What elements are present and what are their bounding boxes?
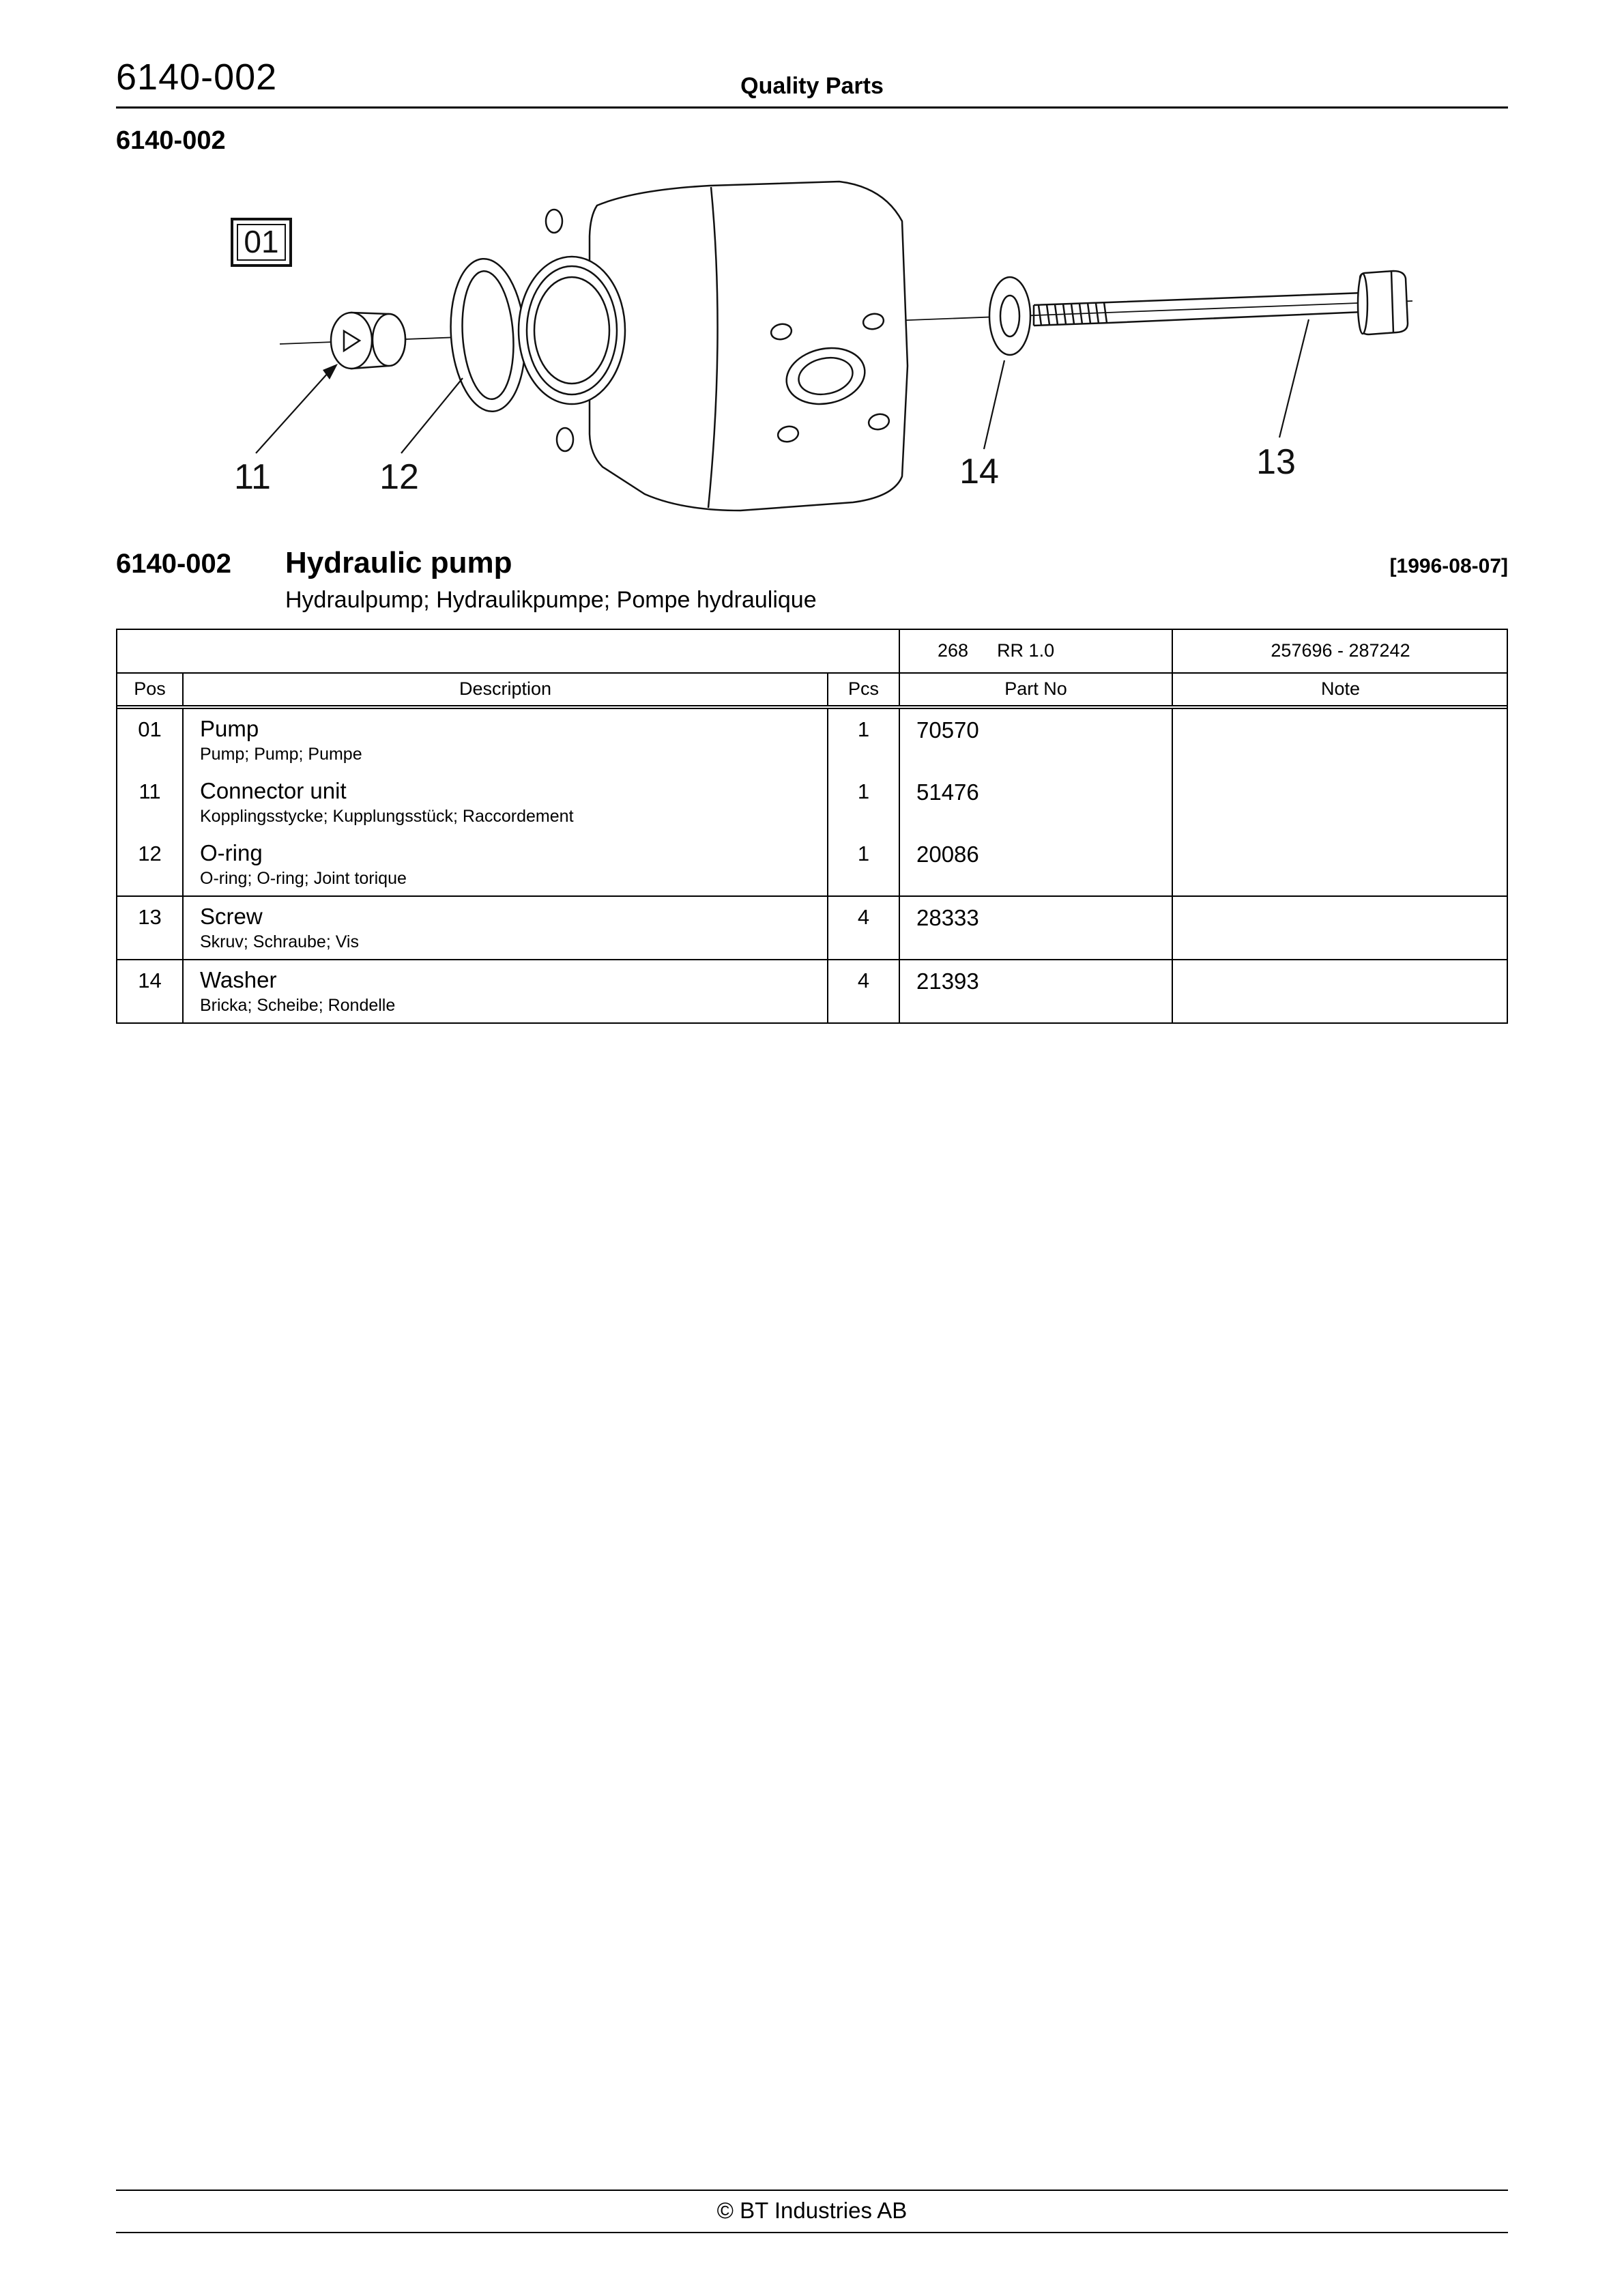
description-translations: Skruv; Schraube; Vis xyxy=(200,932,359,951)
hydraulic-pump-drawing xyxy=(116,161,1508,543)
callout-01-label: 01 xyxy=(244,223,279,259)
pump-body-drawing xyxy=(519,182,908,511)
band-serial-cell xyxy=(1172,630,1508,672)
description-main: Connector unit xyxy=(200,777,347,803)
edition-number: 268 xyxy=(938,640,969,661)
row-pcs: 4 xyxy=(827,897,899,959)
row-pos: 13 xyxy=(138,904,162,929)
row-description xyxy=(182,897,827,959)
row-note xyxy=(1172,960,1508,1022)
callout-14-label: 14 xyxy=(959,451,999,491)
row-pos: 01 xyxy=(138,717,162,741)
row-pcs: 1 xyxy=(827,771,899,833)
description-translations: Kopplingsstycke; Kupplungsstück; Raccordement xyxy=(200,806,574,826)
col-header-description: Description xyxy=(182,674,827,705)
o-ring-drawing xyxy=(446,256,530,414)
description-main: Pump xyxy=(200,715,259,741)
table-header-row xyxy=(117,674,1507,709)
table-row xyxy=(117,959,1507,1022)
row-part-no: 21393 xyxy=(899,960,1172,1022)
callout-11-label: 11 xyxy=(234,457,271,497)
row-description xyxy=(182,833,827,895)
copyright-text: © BT Industries AB xyxy=(716,2198,908,2223)
row-note xyxy=(1172,897,1508,959)
table-row xyxy=(117,833,1507,895)
row-description xyxy=(182,960,827,1022)
row-description xyxy=(182,771,827,833)
section-title: Hydraulic pump xyxy=(285,545,512,579)
row-note xyxy=(1172,833,1508,895)
col-header-note: Note xyxy=(1172,674,1508,705)
revision-code: RR 1.0 xyxy=(997,640,1055,661)
row-note xyxy=(1172,709,1508,771)
description-translations: Pump; Pump; Pumpe xyxy=(200,744,362,764)
row-pos: 14 xyxy=(138,968,162,992)
table-row xyxy=(117,771,1507,833)
document-number: 6140-002 xyxy=(116,57,278,98)
callout-box-01 xyxy=(232,219,291,266)
row-part-no: 51476 xyxy=(899,771,1172,833)
revision-date: [1996-08-07] xyxy=(1389,554,1508,577)
row-part-no: 28333 xyxy=(899,897,1172,959)
row-pcs: 1 xyxy=(827,709,899,771)
band-edition-cell xyxy=(899,630,1172,672)
header-title: Quality Parts xyxy=(740,72,884,99)
row-part-no: 20086 xyxy=(899,833,1172,895)
page-header xyxy=(116,0,1508,109)
parts-table xyxy=(116,629,1508,1024)
row-note xyxy=(1172,771,1508,833)
serial-range: 257696 - 287242 xyxy=(1271,640,1410,661)
connector-unit-drawing xyxy=(331,313,405,369)
description-main: O-ring xyxy=(200,840,263,865)
row-pcs: 1 xyxy=(827,833,899,895)
row-part-no: 70570 xyxy=(899,709,1172,771)
table-edition-band xyxy=(117,630,1507,674)
row-pos: 12 xyxy=(138,841,162,865)
col-header-pos: Pos xyxy=(134,678,166,700)
col-header-pcs: Pcs xyxy=(827,674,899,705)
row-pos: 11 xyxy=(139,779,161,803)
description-main: Washer xyxy=(200,966,277,992)
section-title-row xyxy=(116,546,1508,580)
band-empty-cell xyxy=(117,630,899,672)
callout-12-label: 12 xyxy=(379,457,419,497)
table-row xyxy=(117,709,1507,771)
description-main: Screw xyxy=(200,903,263,929)
section-title-code: 6140-002 xyxy=(116,548,232,579)
exploded-view-diagram xyxy=(116,161,1508,543)
callout-13-label: 13 xyxy=(1256,442,1296,482)
page-footer xyxy=(116,2190,1508,2233)
description-translations: Bricka; Scheibe; Rondelle xyxy=(200,995,396,1015)
section-subtitle: Hydraulpump; Hydraulikpumpe; Pompe hydraulique xyxy=(285,586,817,613)
row-pcs: 4 xyxy=(827,960,899,1022)
description-translations: O-ring; O-ring; Joint torique xyxy=(200,868,407,888)
col-header-part-no: Part No xyxy=(899,674,1172,705)
table-row xyxy=(117,895,1507,959)
section-code: 6140-002 xyxy=(116,126,226,155)
washer-drawing xyxy=(989,277,1030,355)
row-description xyxy=(182,709,827,771)
